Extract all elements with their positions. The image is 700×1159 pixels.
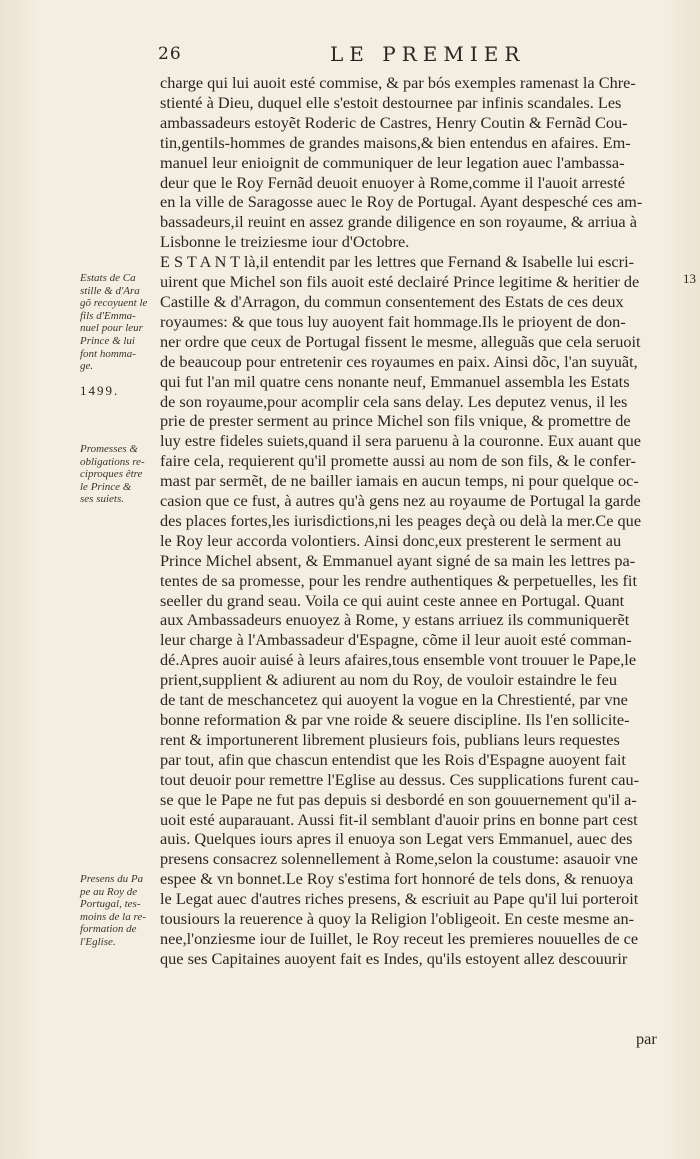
text-line: Prince Michel absent, & Emmanuel ayant signé de sa main les lettres pa-: [160, 550, 636, 570]
text-line: presens consacrez solennellement à Rome,selon la coustume: asauoir vne: [160, 849, 638, 869]
text-line: aux Ambassadeurs enuoyez à Rome, y estans arriuez ils communiquerẽt: [160, 610, 630, 630]
margin-note-presens: [80, 873, 162, 949]
margin-note-line: Portugal, tes-: [80, 898, 141, 911]
text-line: tin,gentils-hommes de grandes maisons,& bien entendus en afaires. Em-: [160, 132, 631, 152]
text-line: des places fortes,les iurisdictions,ni les peages deçà ou delà la mer.Ce que: [160, 510, 642, 530]
margin-note-line: formation de: [80, 923, 137, 936]
text-line: bassadeurs,il reuint en assez grande diligence en son royaume, & arriua à: [160, 212, 637, 232]
text-line: espee & vn bonnet.Le Roy s'estima fort honnoré de tels dons, & renuoya: [160, 869, 634, 889]
running-title: LE PREMIER: [330, 42, 526, 66]
text-line: leur charge à l'Ambassadeur d'Espagne, cõme il leur auoit esté comman-: [160, 630, 632, 650]
margin-note-line: fils d'Emma-: [80, 309, 136, 322]
margin-note-line: l'Eglise.: [80, 935, 116, 948]
text-line: rent & importunerent librement plusieurs fois, publians leurs requestes: [160, 729, 620, 749]
text-line: Lisbonne le treiziesme iour d'Octobre.: [160, 232, 410, 252]
text-line: E S T A N T là,il entendit par les lettres que Fernand & Isabelle lui escri-: [160, 252, 635, 272]
text-line: tout deuoir pour remettre l'Eglise au dessus. Ces supplications furent cau-: [160, 769, 640, 789]
text-line: bonne reformation & par vne roide & seuere discipline. Ils l'en sollicite-: [160, 710, 630, 729]
text-line: le Roy leur accorda volontiers. Ainsi donc,eux presterent le serment au: [160, 530, 622, 550]
text-line: prie de prester serment au prince Michel son fils vnique, & promettre de: [160, 411, 631, 431]
margin-note-line: moins de la re-: [80, 910, 146, 923]
text-line: casion que ce fust, à autres qu'à gens nez au royaume de Portugal la garde: [160, 491, 641, 511]
page-number: 26: [158, 44, 182, 64]
margin-note-line: Prince & lui: [80, 334, 135, 347]
text-line: stienté à Dieu, duquel elle s'estoit destournee par infinis scandales. Les: [160, 92, 622, 112]
margin-note-line: stille & d'Ara: [80, 284, 140, 297]
text-line: seeller du grand seau. Voila ce qui auint ceste annee en Portugal. Quant: [160, 590, 625, 610]
text-line: qui fut l'an mil quatre cens nonante neuf, Emmanuel assembla les Estats: [160, 371, 630, 391]
text-line: de son royaume,pour acomplir cela sans delay. Les deputez venus, il les: [160, 391, 628, 411]
margin-note-line: obligations re-: [80, 455, 145, 468]
margin-note-line: ses suiets.: [80, 493, 124, 506]
text-line: que ses Capitaines auoyent fait es Indes, qu'ils estoyent allez descouurir: [160, 948, 628, 968]
catchword: par: [636, 1029, 657, 1048]
margin-note-line: nuel pour leur: [80, 322, 143, 335]
text-line: tousiours la reuerence à quoy la Religion l'obligeoit. En ceste mesme an-: [160, 909, 635, 929]
text-line: se que le Pape ne fut pas depuis si desbordé en son gouuernement qu'il a-: [160, 789, 637, 809]
text-line: royaumes: & que tous luy auoyent fait hommage.Ils le prioyent de don-: [160, 311, 626, 331]
margin-year: 1499.: [80, 383, 120, 398]
margin-note-estats: [80, 272, 162, 373]
text-line: ner ordre que ceux de Portugal fissent le mesme, alleguãs que cela seruoit: [160, 331, 641, 351]
text-line: auis. Quelques iours apres il enuoya son Legat vers Emmanuel, auec des: [160, 829, 633, 849]
text-line: ambassadeurs estoyẽt Roderic de Castres, Henry Coutin & Fernãd Cou-: [160, 112, 628, 132]
text-line: prient,supplient & adiurent au nom du Roy, de vouloir estaindre le feu: [160, 670, 617, 690]
right-margin-marker: 13: [683, 271, 696, 286]
text-line: nee,l'onziesme iour de Iuillet, le Roy receut les premieres nouuelles de ce: [160, 928, 639, 948]
main-text-block: [160, 73, 680, 969]
text-line: faire cela, requierent qu'il promette aussi au nom de son fils, & le confer-: [160, 451, 636, 471]
text-line: le Legat auec d'autres riches presens, & escriuit au Pape qu'il lui porteroit: [160, 889, 639, 909]
text-line: Castille & d'Arragon, du commun consentement des Estats de ces deux: [160, 291, 624, 311]
margin-note-line: Estats de Ca: [80, 272, 136, 284]
text-line: tentes de sa promesse, pour les rendre authentiques & perpetuelles, les fit: [160, 570, 637, 590]
margin-note-line: font homma-: [80, 347, 136, 360]
margin-note-line: ciproques être: [80, 468, 143, 481]
text-line: uoit esté auparauant. Aussi fit-il semblant d'auoir prins en bonne part cest: [160, 809, 638, 829]
text-line: manuel leur enioignit de communiquer de leur legation auec l'ambassa-: [160, 152, 625, 172]
text-line: uirent que Michel son fils auoit esté declairé Prince legitime & heritier de: [160, 272, 640, 292]
text-line: deur que le Roy Fernãd deuoit enuoyer à Rome,comme il l'auoit arresté: [160, 172, 625, 192]
margin-note-line: pe au Roy de: [80, 885, 138, 898]
text-line: luy estre fideles suiets,quand il sera paruenu à la couronne. Eux auant que: [160, 431, 642, 451]
margin-note-line: gõ recoyuent le: [80, 297, 148, 310]
text-line: de beaucoup pour entretenir ces royaumes en paix. Ainsi dõc, l'an suyuãt,: [160, 351, 638, 371]
text-line: en la ville de Saragosse auec le Roy de Portugal. Ayant despesché ces am-: [160, 192, 643, 212]
text-line: mast par sermẽt, de ne bailler iamais en aucun temps, ni pour quelque oc-: [160, 471, 639, 491]
margin-note-promesses: [80, 443, 162, 506]
margin-note-line: ge.: [80, 360, 94, 373]
text-line: charge qui lui auoit esté commise, & par bós exemples ramenast la Chre-: [160, 73, 636, 92]
margin-note-line: Promesses &: [80, 443, 138, 455]
margin-note-line: Presens du Pa: [80, 873, 144, 885]
text-line: dé.Apres auoir auisé à leurs afaires,tous ensemble vont trouuer le Pape,le: [160, 650, 637, 670]
margin-note-line: le Prince &: [80, 480, 132, 493]
text-line: par tout, afin que chascun entendist que les Rois d'Espagne auoyent fait: [160, 749, 626, 769]
text-line: de tant de meschancetez qui auoyent la vogue en la Chrestienté, par vne: [160, 690, 628, 710]
